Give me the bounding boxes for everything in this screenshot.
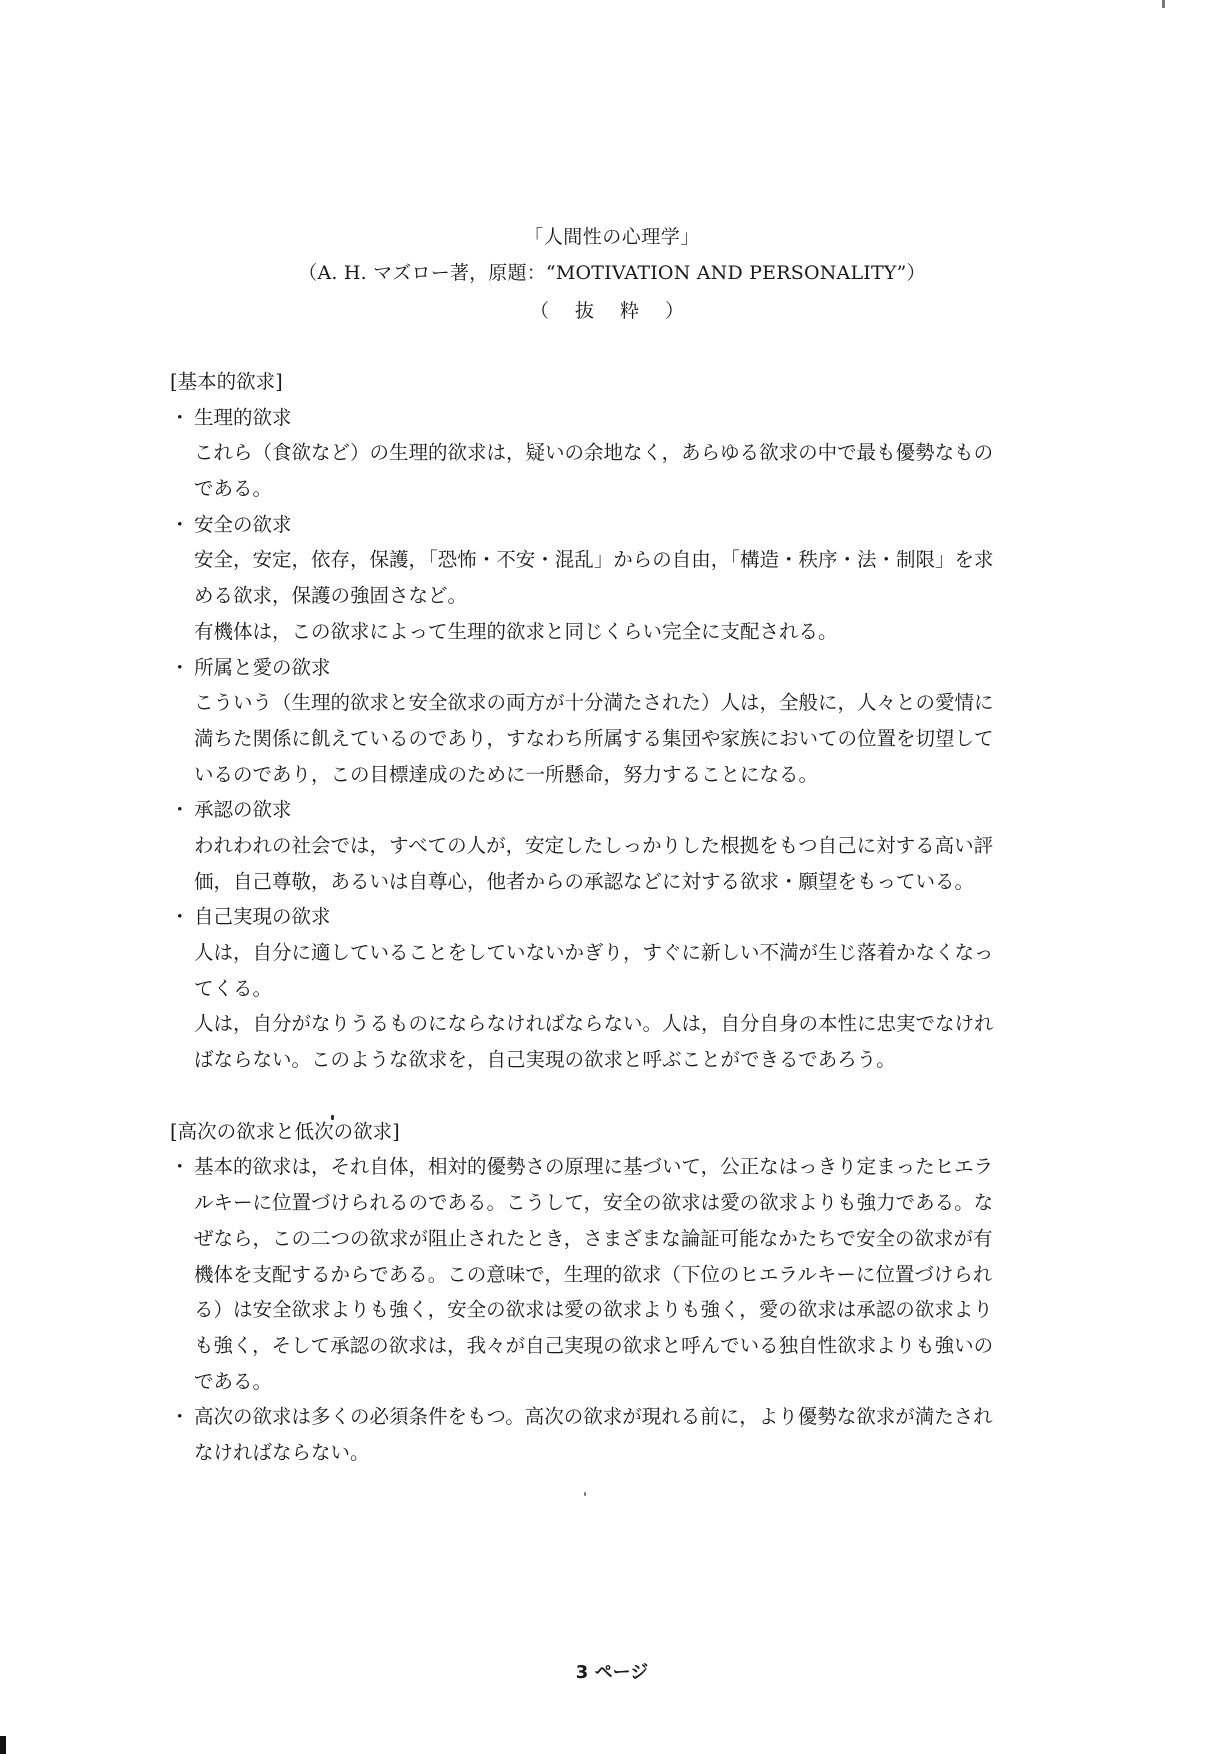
list-item-label [170,507,1070,543]
paragraph-line: 価，自己尊敬，あるいは自尊心，他者からの承認などに対する欲求・願望をもっている。 [194,869,975,893]
document-body [170,364,1070,1471]
list-item-label [170,899,1070,935]
bullet-icon: ・ [170,905,190,929]
list-item-label [170,400,1070,436]
paragraph-line: 有機体は，この欲求によって生理的欲求と同じくらい完全に支配される。 [194,619,838,643]
paragraph-line: 人は，自分がなりうるものにならなければならない。人は，自分自身の本性に忠実でなけれ [194,1012,994,1036]
bullet-icon: ・ [170,512,190,536]
paragraph-line: これら（食欲など）の生理的欲求は，疑いの余地なく，あらゆる欲求の中で最も優勢なもの [194,441,994,465]
paragraph-text: 基本的欲求は，それ自体，相対的優勢さの原理に基づいて，公正なはっきり定まったヒエラ [194,1155,994,1179]
bullet-icon: ・ [170,1405,190,1429]
paragraph-line: である。 [194,477,273,501]
paragraph-line: なければならない。 [194,1440,370,1464]
paragraph-line: である。 [194,1369,273,1393]
item-label-text: 自己実現の欲求 [194,905,331,929]
section-heading: [基本的欲求] [170,370,283,393]
bullet-icon: ・ [170,1155,190,1179]
paragraph-line: 人は，自分に適していることをしていないかぎり，すぐに新しい不満が生じ落着かなくなっ [194,941,994,964]
item-label-text: 安全の欲求 [194,512,292,536]
bullet-paragraph-line [170,1149,1070,1185]
scan-speck [331,1115,334,1120]
list-item-label [170,650,1070,686]
bullet-icon: ・ [170,798,190,822]
paragraph-line: てくる。 [194,976,273,1000]
paragraph-line: いるのであり，この目標達成のために一所懸命，努力することになる。 [194,762,819,786]
scan-speck [584,1492,586,1496]
section-gap [170,1078,1070,1114]
paragraph-line: る）は安全欲求よりも強く，安全の欲求は愛の欲求よりも強く，愛の欲求は承認の欲求より [194,1298,993,1322]
paragraph-line: 機体を支配するからである。この意味で，生理的欲求（下位のヒエラルキーに位置づけられ [194,1262,993,1286]
page-number: 3 ページ [575,1662,649,1683]
scan-edge-mark [0,1736,6,1754]
paragraph-line: われわれの社会では，すべての人が，安定したしっかりした根拠をもつ自己に対する高い評 [194,833,994,857]
list-item-label [170,792,1070,828]
item-label-text: 生理的欲求 [194,405,292,429]
paragraph-line: 満ちた関係に飢えているのであり，すなわち所属する集団や家族においての位置を切望して [194,726,994,750]
paragraph-line: 安全，安定，依存，保護，「恐怖・不安・混乱」からの自由，「構造・秩序・法・制限」を求 [194,548,994,572]
bullet-icon: ・ [170,405,190,429]
paragraph-line: める欲求，保護の強固さなど。 [194,584,468,608]
document-title: 「人間性の心理学」 [524,226,700,248]
paragraph-line: ぜなら，この二つの欲求が阻止されたとき，さまざまな論証可能なかたちで安全の欲求が有 [194,1226,993,1250]
paragraph-text: 高次の欲求は多くの必須条件をもつ。高次の欲求が現れる前に，より優勢な欲求が満たされ [194,1405,993,1429]
item-label-text: 承認の欲求 [194,798,292,822]
paragraph-line: ばならない。このような欲求を，自己実現の欲求と呼ぶことができるであろう。 [194,1048,896,1072]
paragraph-line: こういう（生理的欲求と安全欲求の両方が十分満たされた）人は，全般に，人々との愛情に [194,691,994,715]
paragraph-line: も強く，そして承認の欲求は，我々が自己実現の欲求と呼んでいる独自性欲求よりも強いの [194,1333,994,1357]
excerpt-note: （ 抜 粋 ） [529,300,695,322]
scan-corner-mark [1162,0,1165,8]
paragraph-line: ルキーに位置づけられるのである。こうして，安全の欲求は愛の欲求よりも強力である。な [194,1191,994,1215]
bullet-paragraph-line [170,1399,1070,1435]
document-subtitle: （A. H. マズロー著，原題：“MOTIVATION AND PERSONALITY”） [298,262,926,284]
section-heading: [高次の欲求と低次の欲求] [170,1119,400,1143]
bullet-icon: ・ [170,655,190,679]
item-label-text: 所属と愛の欲求 [194,655,331,679]
